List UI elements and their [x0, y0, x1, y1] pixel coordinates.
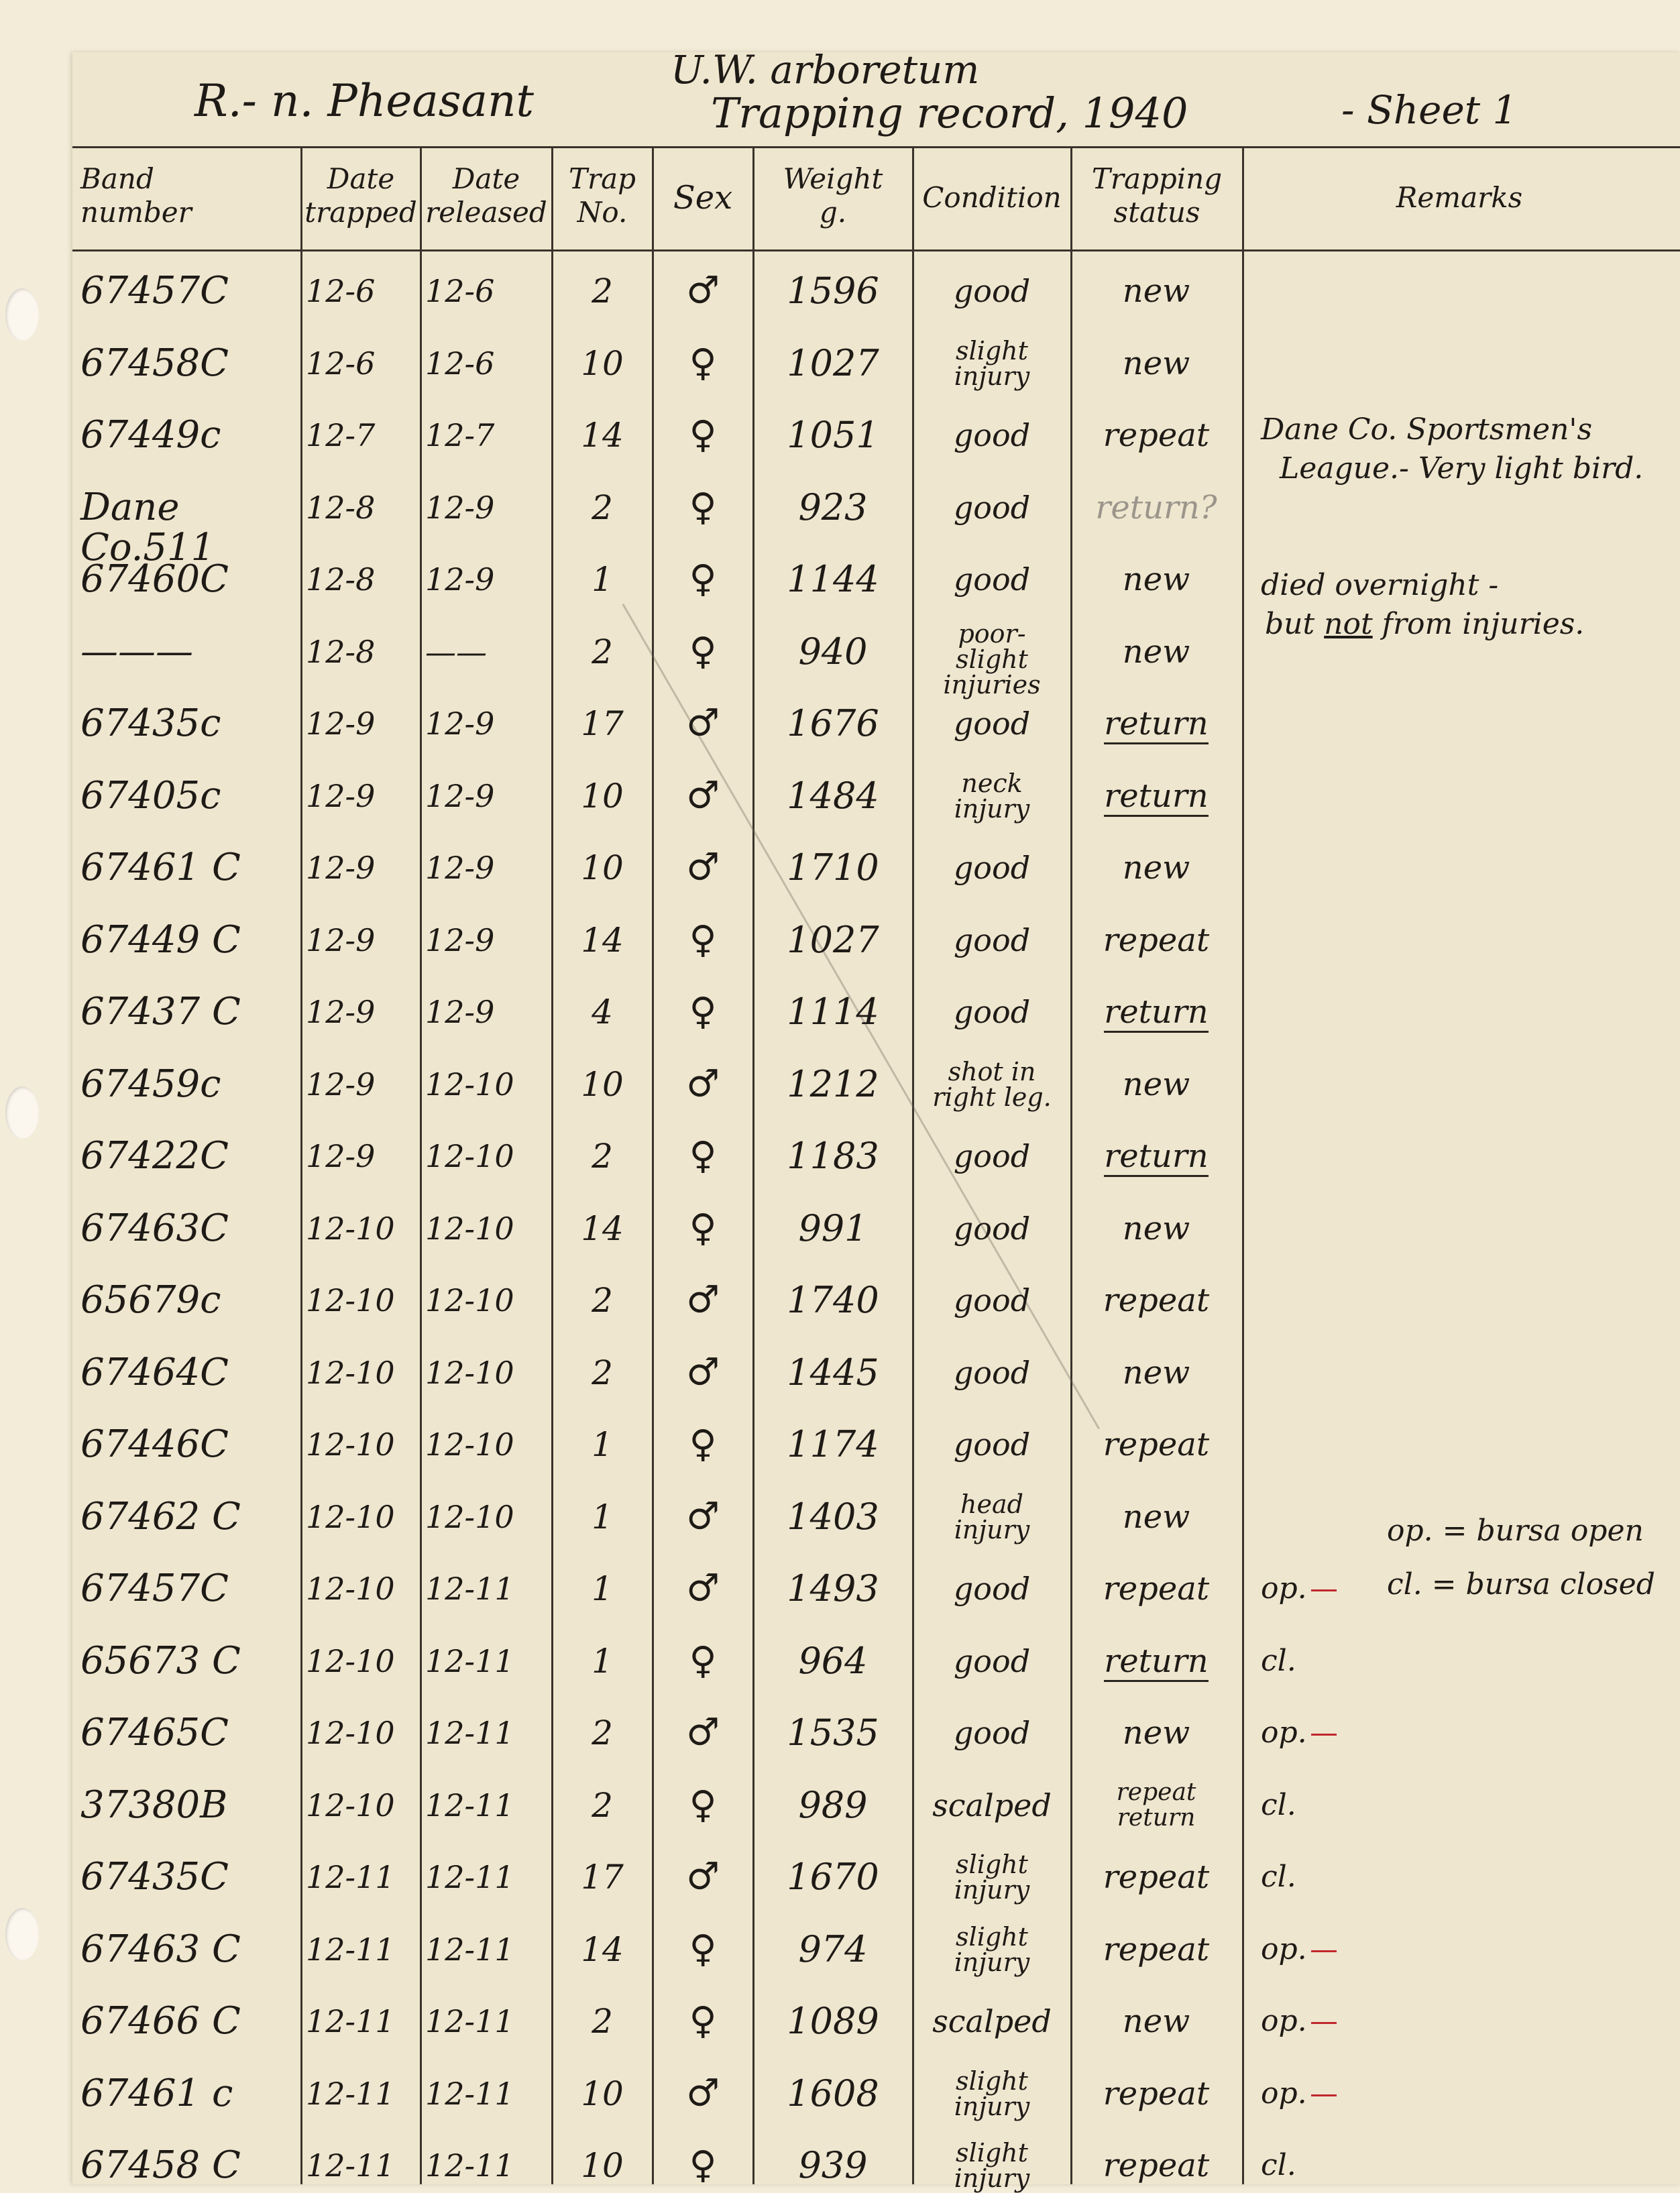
cell-weight: 974 [798, 1927, 868, 1970]
cell-status: new [1122, 849, 1190, 887]
cell-trapped: 12-10 [306, 1498, 395, 1535]
status-underlined: return [1104, 1137, 1208, 1177]
cell-remarks: op. [1261, 1569, 1341, 1609]
cell-band: 37380B [80, 1783, 228, 1827]
cell-weight: 1493 [787, 1567, 879, 1610]
cell-band: 67449c [80, 413, 221, 457]
cell-remarks: op. [1261, 1929, 1341, 1970]
cell-trap: 10 [581, 2074, 624, 2113]
cell-condition: slight injury [954, 2138, 1030, 2193]
cell-band: 67462 C [80, 1494, 241, 1538]
cell-condition: slight injury [954, 1921, 1030, 1977]
cell-trapped: 12-10 [306, 1787, 395, 1823]
cell-weight: 1144 [787, 558, 879, 600]
cell-sex: ♂ [685, 1567, 720, 1610]
cell-band: 67435C [80, 1855, 229, 1899]
cell-trapped: 12-10 [306, 1571, 395, 1607]
status-underlined: return [1104, 777, 1208, 817]
cell-sex: ♀ [689, 917, 717, 962]
cell-released: 12-10 [425, 1210, 514, 1247]
cell-band: 67461 c [80, 2071, 233, 2115]
cell-weight: 1174 [787, 1423, 879, 1465]
cell-status: new [1122, 561, 1190, 598]
cell-trap: 14 [581, 1929, 624, 1969]
cell-status: new [1122, 272, 1190, 310]
cell-sex: ♀ [689, 1638, 717, 1683]
cell-released: 12-10 [425, 1354, 514, 1391]
cell-trap: 1 [592, 1569, 613, 1608]
cell-status: repeat [1103, 1426, 1210, 1463]
cell-released: 12-7 [425, 417, 495, 453]
cell-status: new [1122, 1498, 1190, 1536]
cell-released: 12-9 [425, 921, 495, 958]
cell-status: repeat [1103, 2147, 1210, 2184]
cell-sex: ♂ [685, 773, 720, 818]
status-underlined: return [1104, 993, 1208, 1033]
cell-trap: 4 [592, 993, 613, 1031]
cell-trap: 1 [592, 1641, 613, 1681]
status-underlined: return [1104, 705, 1208, 744]
cell-sex: ♀ [689, 629, 717, 673]
cell-trap: 1 [592, 1497, 613, 1536]
cell-released: 12-11 [425, 2147, 514, 2184]
cell-sex: ♀ [689, 557, 717, 601]
col-header-sex: Sex [673, 179, 733, 217]
cell-band: 67422C [80, 1134, 229, 1178]
cell-trap: 2 [592, 1137, 613, 1176]
cell-sex: ♀ [689, 990, 717, 1033]
remark-died-line1: died overnight - [1261, 568, 1499, 602]
cell-band: Dane Co.511 [80, 485, 215, 569]
cell-status [1072, 1641, 1241, 1681]
remark-died-post: from injuries. [1372, 607, 1585, 641]
cell-status: repeat [1103, 416, 1210, 454]
cell-trapped: 12-11 [306, 2075, 395, 2112]
cell-remarks: op. [1261, 1713, 1341, 1753]
cell-condition: good [953, 1426, 1031, 1463]
cell-weight: 1183 [787, 1135, 879, 1177]
remark-died-underlined: not [1324, 607, 1373, 641]
cell-band: 67458 C [80, 2143, 241, 2187]
cell-condition: good [953, 489, 1031, 526]
col-header-released: Date released [425, 162, 547, 229]
cell-released: 12-11 [425, 1859, 514, 1895]
cell-trapped: 12-9 [306, 921, 376, 958]
cell-weight: 1710 [787, 846, 879, 889]
cell-weight: 1212 [787, 1062, 879, 1105]
cell-status: new [1122, 344, 1190, 382]
column-divider [652, 146, 654, 2184]
cell-trap: 1 [592, 560, 613, 599]
cell-weight: 940 [798, 630, 868, 673]
cell-released: 12-11 [425, 1931, 514, 1968]
cell-trap: 2 [592, 1353, 613, 1392]
cell-released: 12-10 [425, 1138, 514, 1174]
cell-band: 67446C [80, 1422, 229, 1466]
cell-released: 12-10 [425, 1498, 514, 1535]
cell-trapped: 12-7 [306, 417, 376, 453]
col-header-weight: Weight g. [783, 162, 883, 229]
cell-condition: shot in right leg. [932, 1056, 1052, 1112]
cell-trapped: 12-9 [306, 777, 376, 814]
sheet-number: - Sheet 1 [1341, 87, 1518, 133]
cell-condition: scalped [932, 1787, 1052, 1823]
cell-trap: 2 [592, 1281, 613, 1320]
cell-released: 12-9 [425, 561, 495, 598]
cell-trapped: 12-10 [306, 1642, 395, 1679]
cell-condition: good [953, 1354, 1031, 1391]
cell-trap: 2 [592, 272, 613, 311]
col-header-trap: Trap No. [568, 162, 636, 229]
cell-condition: good [953, 417, 1031, 453]
cell-weight: 964 [798, 1639, 868, 1682]
col-header-condition: Condition [922, 181, 1062, 214]
cell-trapped: 12-8 [306, 633, 376, 670]
cell-trapped: 12-10 [306, 1282, 395, 1318]
column-divider [1242, 146, 1244, 2184]
cell-status: new [1122, 1353, 1190, 1392]
cell-weight: 1740 [787, 1279, 879, 1321]
cell-band: 67435c [80, 701, 221, 745]
cell-trapped: 12-10 [306, 1210, 395, 1247]
cell-remarks: cl. [1261, 1860, 1296, 1894]
cell-band: 67405c [80, 773, 221, 818]
cell-released: 12-9 [425, 850, 495, 886]
cell-band: 67457C [80, 1567, 229, 1610]
cell-trap: 2 [592, 2002, 613, 2041]
col-header-status: Trapping status [1091, 162, 1223, 229]
cell-remarks: cl. [1261, 1643, 1296, 1678]
cell-status: repeat [1103, 1930, 1210, 1968]
cell-trapped: 12-11 [306, 2147, 395, 2184]
cell-sex: ♀ [689, 485, 717, 529]
cell-trap: 10 [581, 776, 624, 816]
column-divider [420, 146, 422, 2184]
cell-sex: ♀ [689, 1134, 717, 1178]
status-underlined: return [1104, 1642, 1208, 1682]
cell-trapped: 12-10 [306, 1426, 395, 1463]
punch-hole [5, 1086, 39, 1139]
place-title: U.W. arboretum [671, 47, 980, 93]
cell-weight: 1027 [787, 341, 879, 384]
cell-status: new [1122, 2003, 1190, 2040]
cell-sex: ♀ [689, 1999, 717, 2043]
cell-remarks: op. [1261, 2074, 1341, 2114]
cell-trapped: 12-9 [306, 706, 376, 742]
cell-sex: ♂ [685, 846, 720, 889]
cell-trap: 10 [581, 343, 624, 383]
red-pencil-mark [1311, 1950, 1337, 1952]
cell-trap: 2 [592, 488, 613, 527]
cell-status: new [1122, 1065, 1190, 1103]
cell-band: ——— [80, 629, 193, 673]
cell-condition: good [953, 850, 1031, 886]
cell-trap: 2 [592, 1713, 613, 1752]
cell-trapped: 12-8 [306, 561, 376, 598]
cell-status: new [1122, 1209, 1190, 1247]
cell-trap: 2 [592, 1785, 613, 1825]
remark-dane-line2: League.- Very light bird. [1280, 451, 1644, 486]
cell-trapped: 12-9 [306, 850, 376, 886]
cell-released: 12-10 [425, 1066, 514, 1103]
cell-trapped: 12-9 [306, 1066, 376, 1103]
cell-weight: 1608 [787, 2072, 879, 2115]
cell-status: repeat [1103, 1858, 1210, 1896]
cell-band: 67449 C [80, 917, 241, 962]
cell-trap: 10 [581, 2146, 624, 2185]
legend-bursa-closed: cl. = bursa closed [1387, 1567, 1655, 1601]
cell-trap: 17 [581, 704, 624, 743]
cell-trap: 10 [581, 1064, 624, 1104]
cell-sex: ♂ [685, 1711, 720, 1754]
cell-trapped: 12-9 [306, 994, 376, 1030]
cell-condition: neck injury [954, 768, 1030, 824]
cell-condition: good [953, 994, 1031, 1030]
cell-released: 12-11 [425, 1642, 514, 1679]
column-divider [551, 146, 553, 2184]
cell-weight: 989 [798, 1783, 868, 1826]
cell-weight: 1027 [787, 918, 879, 961]
cell-condition: scalped [932, 2003, 1052, 2039]
cell-released: —— [425, 633, 487, 670]
cell-trap: 2 [592, 632, 613, 671]
cell-band: 67457C [80, 269, 229, 313]
cell-trap: 17 [581, 1858, 624, 1897]
cell-weight: 1445 [787, 1351, 879, 1394]
cell-weight: 1089 [787, 2000, 879, 2042]
cell-status: repeat [1103, 921, 1210, 959]
record-title: Trapping record, 1940 [711, 89, 1188, 137]
cell-band: 67437 C [80, 990, 241, 1033]
cell-weight: 991 [798, 1206, 868, 1249]
col-header-remarks: Remarks [1396, 181, 1523, 214]
cell-released: 12-6 [425, 273, 495, 309]
cell-released: 12-11 [425, 1787, 514, 1823]
cell-band: 67464C [80, 1350, 229, 1394]
cell-status: return? [1095, 488, 1217, 526]
cell-condition: good [953, 1210, 1031, 1247]
remark-died-pre: but [1265, 607, 1325, 641]
cell-released: 12-11 [425, 1715, 514, 1751]
cell-condition: slight injury [954, 2066, 1030, 2121]
cell-trap: 14 [581, 416, 624, 455]
punch-hole [5, 288, 39, 341]
cell-status: repeat [1103, 1570, 1210, 1608]
cell-sex: ♂ [685, 701, 720, 745]
cell-band: 67466 C [80, 1999, 241, 2043]
red-pencil-mark [1311, 1734, 1337, 1736]
cell-trapped: 12-11 [306, 2003, 395, 2039]
cell-released: 12-11 [425, 2075, 514, 2112]
cell-band: 67463C [80, 1206, 229, 1250]
cell-released: 12-9 [425, 489, 495, 526]
cell-released: 12-6 [425, 345, 495, 382]
remark-dane-line1: Dane Co. Sportsmen's [1261, 412, 1593, 447]
cell-condition: slight injury [954, 335, 1030, 391]
cell-sex: ♀ [689, 1422, 717, 1466]
col-header-band: Band number [80, 162, 192, 229]
species-title: R.- n. Pheasant [194, 75, 534, 127]
cell-condition: poor- slight injuries [943, 618, 1041, 699]
cell-weight: 1114 [787, 991, 879, 1033]
cell-trapped: 12-10 [306, 1354, 395, 1391]
cell-sex: ♀ [689, 413, 717, 457]
cell-sex: ♀ [689, 1927, 717, 1971]
cell-condition: good [953, 921, 1031, 958]
cell-band: 67463 C [80, 1927, 241, 1971]
cell-sex: ♂ [685, 1062, 720, 1106]
cell-sex: ♂ [685, 269, 720, 313]
cell-sex: ♀ [689, 1206, 717, 1250]
cell-weight: 923 [798, 486, 868, 528]
cell-released: 12-11 [425, 1571, 514, 1607]
cell-band: 67461 C [80, 846, 241, 889]
cell-status: repeat [1103, 2074, 1210, 2113]
cell-sex: ♀ [689, 2143, 717, 2187]
cell-trapped: 12-6 [306, 273, 376, 309]
cell-condition: good [953, 561, 1031, 598]
cell-trapped: 12-8 [306, 489, 376, 526]
cell-status [1072, 992, 1241, 1032]
cell-weight: 1484 [787, 774, 879, 817]
cell-sex: ♂ [685, 1350, 720, 1394]
cell-status: new [1122, 1714, 1190, 1752]
punch-hole [5, 1908, 39, 1960]
cell-weight: 1670 [787, 1856, 879, 1898]
column-divider [300, 146, 302, 2184]
cell-weight: 1403 [787, 1495, 879, 1538]
cell-condition: good [953, 273, 1031, 309]
cell-sex: ♀ [689, 341, 717, 385]
cell-sex: ♀ [689, 1783, 717, 1827]
cell-weight: 1676 [787, 702, 879, 744]
cell-condition: good [953, 1642, 1031, 1679]
cell-condition: head injury [954, 1489, 1030, 1544]
cell-band: 67459c [80, 1062, 221, 1106]
cell-status [1072, 704, 1241, 744]
cell-released: 12-9 [425, 777, 495, 814]
cell-trap: 1 [592, 1425, 613, 1464]
cell-band: 67458C [80, 341, 229, 385]
cell-status: repeat return [1116, 1778, 1196, 1832]
cell-condition: good [953, 1282, 1031, 1318]
cell-trap: 14 [581, 920, 624, 960]
cell-condition: slight injury [954, 1850, 1030, 1905]
cell-weight: 1051 [787, 414, 879, 456]
cell-condition: good [953, 1571, 1031, 1607]
cell-trapped: 12-6 [306, 345, 376, 382]
cell-trapped: 12-9 [306, 1138, 376, 1174]
cell-status: new [1122, 632, 1190, 671]
cell-trapped: 12-11 [306, 1931, 395, 1968]
remark-died-line2 [1265, 605, 1584, 644]
cell-sex: ♂ [685, 1494, 720, 1538]
col-header-trapped: Date trapped [304, 162, 417, 229]
cell-released: 12-11 [425, 2003, 514, 2039]
cell-band: 65679c [80, 1278, 221, 1322]
cell-remarks: op. [1261, 2001, 1341, 2041]
cell-trapped: 12-10 [306, 1715, 395, 1751]
cell-status [1072, 776, 1241, 816]
cell-condition: good [953, 706, 1031, 742]
cell-status [1072, 1136, 1241, 1176]
cell-released: 12-9 [425, 706, 495, 742]
cell-band: 65673 C [80, 1638, 241, 1683]
red-pencil-mark [1311, 2022, 1337, 2024]
cell-remarks: cl. [1261, 1787, 1296, 1822]
cell-sex: ♂ [685, 2071, 720, 2115]
cell-condition: good [953, 1715, 1031, 1751]
cell-band: 67465C [80, 1711, 229, 1754]
cell-released: 12-10 [425, 1426, 514, 1463]
cell-sex: ♂ [685, 1278, 720, 1322]
cell-trap: 10 [581, 848, 624, 887]
red-pencil-mark [1311, 2094, 1337, 2096]
header-top-rule [72, 146, 1680, 148]
cell-condition: good [953, 1138, 1031, 1174]
cell-status: repeat [1103, 1282, 1210, 1319]
red-pencil-mark [1311, 1589, 1337, 1591]
cell-trap: 14 [581, 1208, 624, 1248]
cell-band: 67460C [80, 557, 229, 601]
cell-weight: 939 [798, 2144, 868, 2186]
cell-weight: 1535 [787, 1711, 879, 1754]
cell-remarks: cl. [1261, 2148, 1296, 2182]
cell-released: 12-10 [425, 1282, 514, 1318]
cell-sex: ♂ [685, 1855, 720, 1899]
column-divider [752, 146, 754, 2184]
legend-bursa-open: op. = bursa open [1387, 1514, 1644, 1548]
cell-weight: 1596 [787, 270, 879, 312]
cell-released: 12-9 [425, 994, 495, 1030]
cell-trapped: 12-11 [306, 1859, 395, 1895]
header-bottom-rule [72, 249, 1680, 251]
